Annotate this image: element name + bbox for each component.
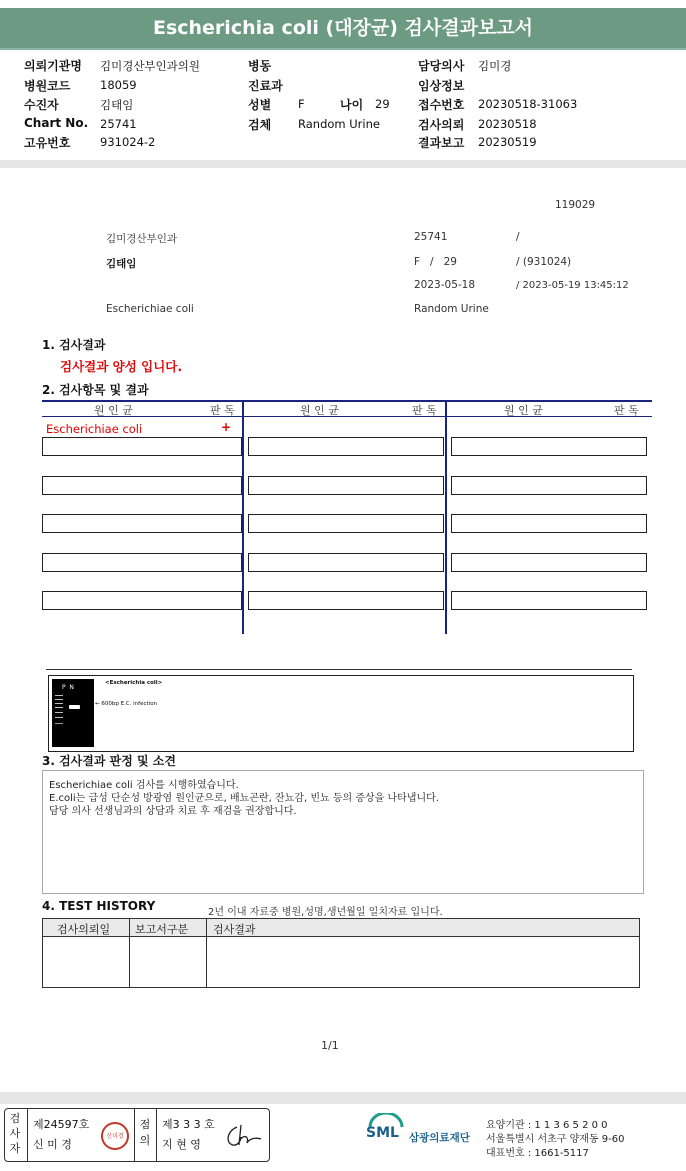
summary-chart: 25741 xyxy=(414,231,448,243)
label-unique-no: 고유번호 xyxy=(24,136,71,150)
ladder-band xyxy=(55,723,63,724)
result-box xyxy=(42,514,242,533)
label-receipt-no: 접수번호 xyxy=(418,98,465,112)
reviewer-name: 지 현 영 xyxy=(162,1138,201,1151)
history-col-divider xyxy=(206,919,207,987)
grid-header-border xyxy=(42,416,652,417)
summary-reported: / 2023-05-19 13:45:12 xyxy=(516,280,629,291)
label-request-date: 검사의뢰 xyxy=(418,118,465,132)
ladder-band xyxy=(55,717,63,718)
result-box xyxy=(248,553,444,572)
summary-patient: 김태임 xyxy=(106,258,137,270)
summary-test: Escherichiae coli xyxy=(106,303,194,315)
signature-box xyxy=(4,1108,270,1162)
summary-hospital: 김미경산부인과 xyxy=(106,233,178,245)
col-header-judge-2: 판 독 xyxy=(412,404,437,417)
result-box xyxy=(42,553,242,572)
gel-lane-labels: P N xyxy=(62,684,74,691)
ladder-band xyxy=(55,712,63,713)
label-specimen: 검체 xyxy=(248,118,272,132)
value-unique-no: 931024-2 xyxy=(100,135,156,149)
value-chart-no: 25741 xyxy=(100,117,137,131)
label-hospital-code: 병원코드 xyxy=(24,79,71,93)
result-box xyxy=(42,437,242,456)
grid-col-divider-2 xyxy=(445,400,447,634)
findings-line-3: 담당 의사 선생님과의 상담과 치료 후 재검을 권장합니다. xyxy=(49,806,297,817)
result-box xyxy=(42,591,242,610)
positive-band xyxy=(69,705,80,709)
tester-label: 검사자 xyxy=(9,1112,21,1155)
title-underline xyxy=(0,48,686,50)
section1-heading: 1. 검사결과 xyxy=(42,338,106,352)
org-name: 삼광의료재단 xyxy=(409,1132,470,1144)
result-box xyxy=(42,476,242,495)
section2-heading: 2. 검사항목 및 결과 xyxy=(42,383,149,397)
history-col-divider xyxy=(129,919,130,987)
findings-line-1: Escherichiae coli 검사를 시행하였습니다. xyxy=(49,780,239,791)
value-report-date: 20230519 xyxy=(478,135,537,149)
summary-sex-age: F / 29 xyxy=(414,256,457,268)
reviewer-license: 제3 3 3 호 xyxy=(162,1118,215,1131)
ladder-band xyxy=(55,695,63,696)
history-col-date: 검사의뢰일 xyxy=(57,923,111,936)
history-col-type: 보고서구분 xyxy=(135,923,189,936)
summary-id: / (931024) xyxy=(516,256,572,268)
col-header-org-1: 원 인 균 xyxy=(94,404,133,417)
history-col-result: 검사결과 xyxy=(213,923,256,936)
result-box xyxy=(248,591,444,610)
value-requester: 김미경산부인과의원 xyxy=(100,59,200,73)
label-patient: 수진자 xyxy=(24,98,59,112)
value-sex: F xyxy=(298,97,305,111)
section3-heading: 3. 검사결과 판정 및 소견 xyxy=(42,754,176,768)
value-specimen: Random Urine xyxy=(298,117,380,131)
result-box xyxy=(451,591,647,610)
label-age: 나이 xyxy=(340,98,364,112)
history-table xyxy=(42,918,640,988)
col-header-judge-1: 판 독 xyxy=(210,404,235,417)
label-ward: 병동 xyxy=(248,59,272,73)
ladder-band xyxy=(55,703,63,704)
sig-divider xyxy=(134,1109,135,1161)
result-judgement: + xyxy=(221,420,232,434)
report-title: Escherichia coli (대장균) 검사결과보고서 xyxy=(0,8,686,48)
findings-line-2: E.coli는 급성 단순성 방광염 원인균으로, 배뇨곤란, 잔뇨감, 빈뇨 등의 증상을 나타냅니다. xyxy=(49,793,439,804)
summary-slash: / xyxy=(516,231,520,243)
footer-address: 서울특별시 서초구 양재동 9-60 xyxy=(486,1134,625,1145)
grid-col-divider-1 xyxy=(242,400,244,634)
tester-seal-stamp xyxy=(101,1122,129,1150)
gel-electrophoresis-image xyxy=(52,679,94,747)
col-header-judge-3: 판 독 xyxy=(614,404,639,417)
label-sex: 성별 xyxy=(248,98,272,112)
value-patient: 김태임 xyxy=(100,98,134,112)
result-box xyxy=(248,437,444,456)
label-doctor: 담당의사 xyxy=(418,59,465,73)
label-requester: 의뢰기관명 xyxy=(24,59,82,73)
value-request-date: 20230518 xyxy=(478,117,537,131)
gel-image-frame xyxy=(48,675,634,752)
section4-heading: 4. TEST HISTORY xyxy=(42,899,156,913)
footer-phone: 대표번호 : 1661-5117 xyxy=(486,1148,589,1159)
result-box xyxy=(451,476,647,495)
summary-specimen: Random Urine xyxy=(414,303,489,315)
sml-logo-text: SML xyxy=(366,1125,399,1141)
result-box xyxy=(248,514,444,533)
summary-received: 2023-05-18 xyxy=(414,279,476,291)
history-note: 2년 이내 자료중 병원,성명,생년월일 일치자료 입니다. xyxy=(208,907,443,918)
result-box xyxy=(451,437,647,456)
label-department: 진료과 xyxy=(248,79,283,93)
result-organism: Escherichiae coli xyxy=(46,422,143,436)
reviewer-label: 점의 xyxy=(139,1118,151,1147)
page-number: 1/1 xyxy=(321,1039,339,1052)
reviewer-signature xyxy=(223,1123,263,1149)
result-box xyxy=(248,476,444,495)
ladder-band xyxy=(55,707,63,708)
sig-divider xyxy=(27,1109,28,1161)
label-chart-no: Chart No. xyxy=(24,116,89,130)
label-report-date: 결과보고 xyxy=(418,136,465,150)
result-positive-text: 검사결과 양성 입니다. xyxy=(60,359,183,374)
summary-code: 119029 xyxy=(555,199,596,211)
sig-divider xyxy=(156,1109,157,1161)
tester-name: 신 미 경 xyxy=(33,1138,72,1151)
gel-top-rule xyxy=(46,669,632,670)
result-box xyxy=(451,514,647,533)
grid-top-border xyxy=(42,400,652,402)
header-separator xyxy=(0,160,686,168)
footer-institution-code: 요양기관 : 1 1 3 6 5 2 0 0 xyxy=(486,1120,608,1131)
value-hospital-code: 18059 xyxy=(100,78,137,92)
label-clinical-info: 임상정보 xyxy=(418,79,465,93)
tester-license: 제24597호 xyxy=(33,1118,90,1131)
col-header-org-3: 원 인 균 xyxy=(504,404,543,417)
footer-separator xyxy=(0,1092,686,1104)
col-header-org-2: 원 인 균 xyxy=(300,404,339,417)
history-header-row xyxy=(43,919,639,937)
ladder-band xyxy=(55,699,63,700)
seal-text: 신미경 xyxy=(106,1133,124,1140)
gel-annotation: ← 600bp E.C. infection xyxy=(95,701,158,707)
gel-title: <Escherichia coli> xyxy=(105,680,163,686)
result-box xyxy=(451,553,647,572)
findings-box xyxy=(42,770,644,894)
value-doctor: 김미경 xyxy=(478,59,512,73)
value-age: 29 xyxy=(375,97,390,111)
value-receipt-no: 20230518-31063 xyxy=(478,97,578,111)
